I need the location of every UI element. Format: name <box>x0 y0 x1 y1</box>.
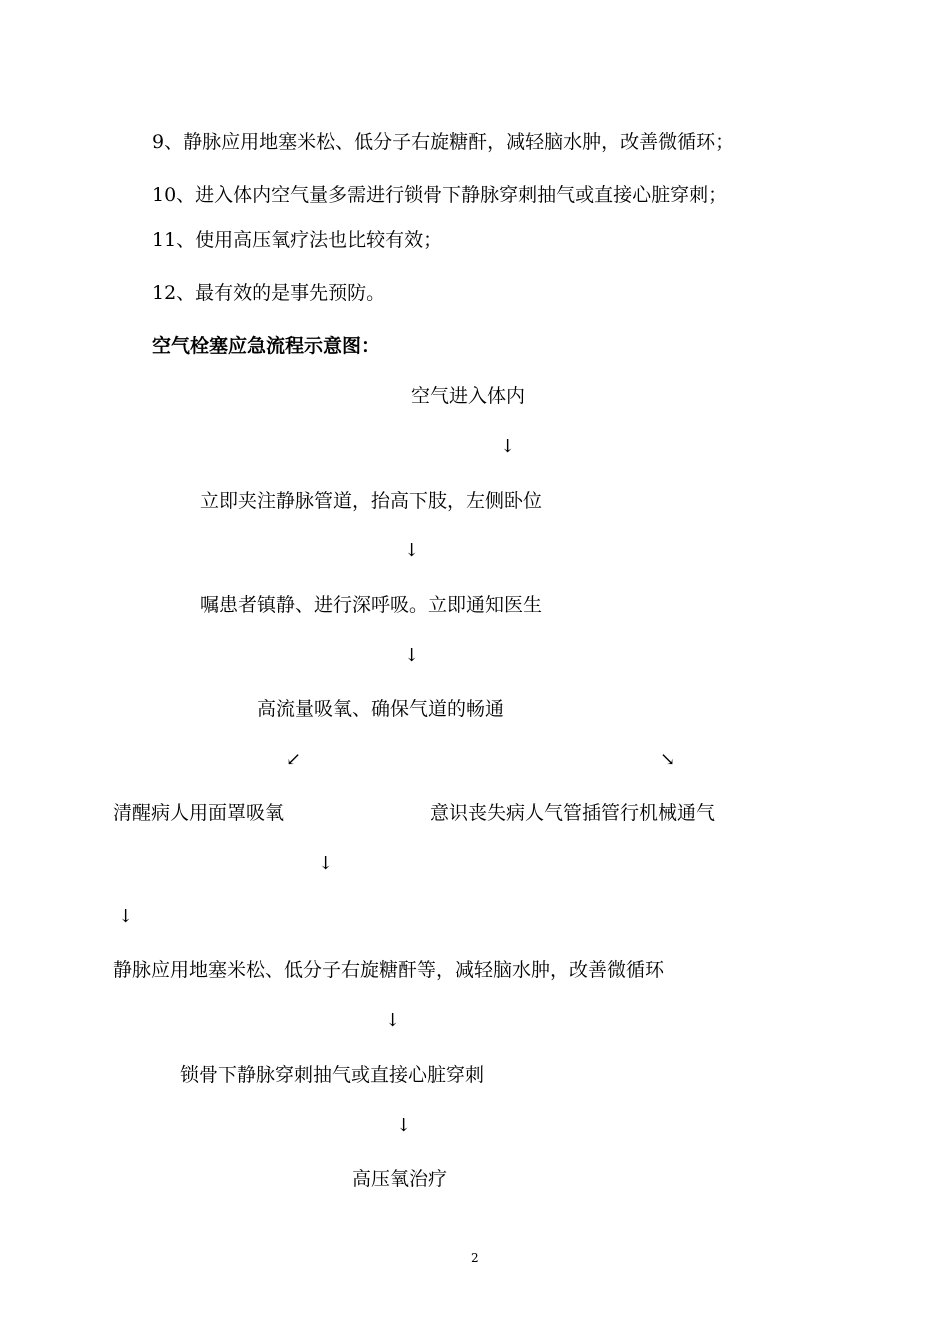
arrow-down-icon: ↓ <box>404 540 420 561</box>
flow-step-puncture: 锁骨下静脉穿刺抽气或直接心脏穿刺 <box>180 1064 485 1086</box>
flow-branch-unconscious: 意识丧失病人气管插管行机械通气 <box>430 802 716 824</box>
arrow-down-icon: ↓ <box>500 436 516 457</box>
list-item-9: 9、静脉应用地塞米松、低分子右旋糖酐，减轻脑水肿，改善微循环； <box>152 131 735 153</box>
arrow-down-icon: ↓ <box>118 906 134 927</box>
flow-step-hyperbaric: 高压氧治疗 <box>352 1168 448 1190</box>
list-item-11: 11、使用高压氧疗法也比较有效； <box>152 229 443 251</box>
arrow-down-icon: ↓ <box>385 1010 401 1031</box>
flow-step-calm-patient: 嘱患者镇静、进行深呼吸。立即通知医生 <box>200 594 543 616</box>
list-item-12: 12、最有效的是事先预防。 <box>152 282 386 304</box>
arrow-down-left-icon: ↙ <box>286 749 302 770</box>
flow-step-oxygen: 高流量吸氧、确保气道的畅通 <box>257 698 505 720</box>
list-item-10: 10、进入体内空气量多需进行锁骨下静脉穿刺抽气或直接心脏穿刺； <box>152 184 728 206</box>
flow-step-clamp-line: 立即夹注静脉管道，抬高下肢，左侧卧位 <box>200 490 543 512</box>
flow-step-air-enters: 空气进入体内 <box>411 385 526 407</box>
arrow-down-icon: ↓ <box>396 1115 412 1136</box>
arrow-down-icon: ↓ <box>318 853 334 874</box>
flow-step-dexamethasone: 静脉应用地塞米松、低分子右旋糖酐等，减轻脑水肿，改善微循环 <box>113 959 665 981</box>
flow-branch-conscious: 清醒病人用面罩吸氧 <box>113 802 285 824</box>
arrow-down-right-icon: ↘ <box>660 749 676 770</box>
arrow-down-icon: ↓ <box>404 645 420 666</box>
flowchart-heading: 空气栓塞应急流程示意图： <box>152 335 381 357</box>
page-number: 2 <box>471 1251 479 1265</box>
